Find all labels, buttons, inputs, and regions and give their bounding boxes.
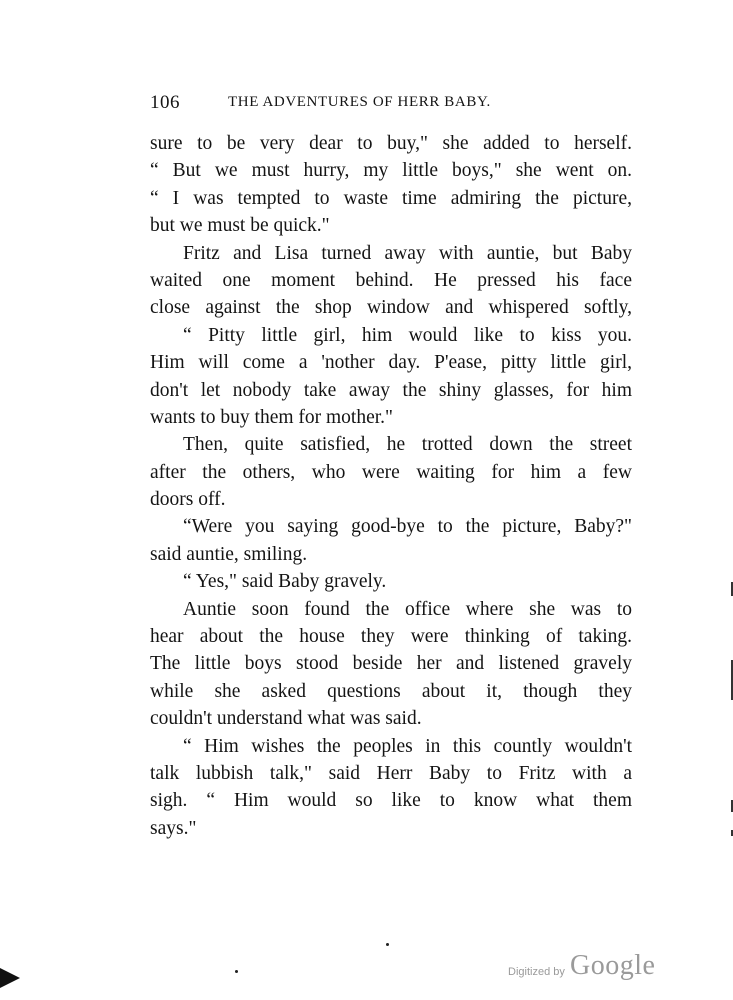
- text-line: “ Yes," said Baby gravely.: [183, 571, 387, 593]
- text-line: but we must be quick.": [150, 215, 330, 237]
- page-number: 106: [150, 92, 180, 113]
- text-line: says.": [150, 817, 197, 839]
- text-line: don't let nobody take away the shiny glasses, for him: [150, 379, 632, 401]
- body-text: [150, 130, 632, 842]
- speck: [235, 970, 238, 973]
- corner-mark: [0, 968, 20, 988]
- text-line: wants to buy them for mother.": [150, 406, 394, 428]
- text-line: “ But we must hurry, my little boys," she went on.: [150, 160, 632, 182]
- text-line: after the others, who were waiting for him a few: [150, 461, 632, 483]
- text-line: “Were you saying good-bye to the picture, Baby?": [183, 516, 632, 538]
- text-line: hear about the house they were thinking of taking.: [150, 626, 632, 648]
- text-line: said auntie, smiling.: [150, 543, 308, 565]
- text-line: sigh. “ Him would so like to know what them: [150, 790, 632, 812]
- text-line: waited one moment behind. He pressed his face: [150, 269, 632, 291]
- text-line: close against the shop window and whispered softly,: [150, 297, 632, 319]
- digitized-watermark: [508, 950, 728, 990]
- text-line: “ I was tempted to waste time admiring the picture,: [150, 187, 632, 209]
- google-logo: Google: [570, 950, 656, 981]
- text-line: doors off.: [150, 489, 226, 511]
- watermark-prefix: Digitized by: [508, 966, 565, 978]
- text-line: Then, quite satisfied, he trotted down the street: [183, 434, 632, 456]
- page-header: [150, 92, 630, 116]
- text-line: “ Him wishes the peoples in this countly wouldn't: [183, 735, 632, 757]
- text-line: while she asked questions about it, though they: [150, 680, 632, 702]
- text-line: The little boys stood beside her and listened gravely: [150, 653, 632, 675]
- text-line: Him will come a 'nother day. P'ease, pitty little girl,: [150, 352, 632, 374]
- text-line: sure to be very dear to buy," she added to herself.: [150, 133, 632, 154]
- speck: [386, 943, 389, 946]
- running-head: THE ADVENTURES OF HERR BABY.: [228, 94, 491, 110]
- text-line: Auntie soon found the office where she was to: [183, 598, 632, 620]
- text-line: talk lubbish talk," said Herr Baby to Fritz with a: [150, 762, 632, 784]
- text-line: Fritz and Lisa turned away with auntie, but Baby: [183, 242, 632, 264]
- text-line: couldn't understand what was said.: [150, 708, 422, 730]
- text-line: “ Pitty little girl, him would like to kiss you.: [183, 324, 632, 346]
